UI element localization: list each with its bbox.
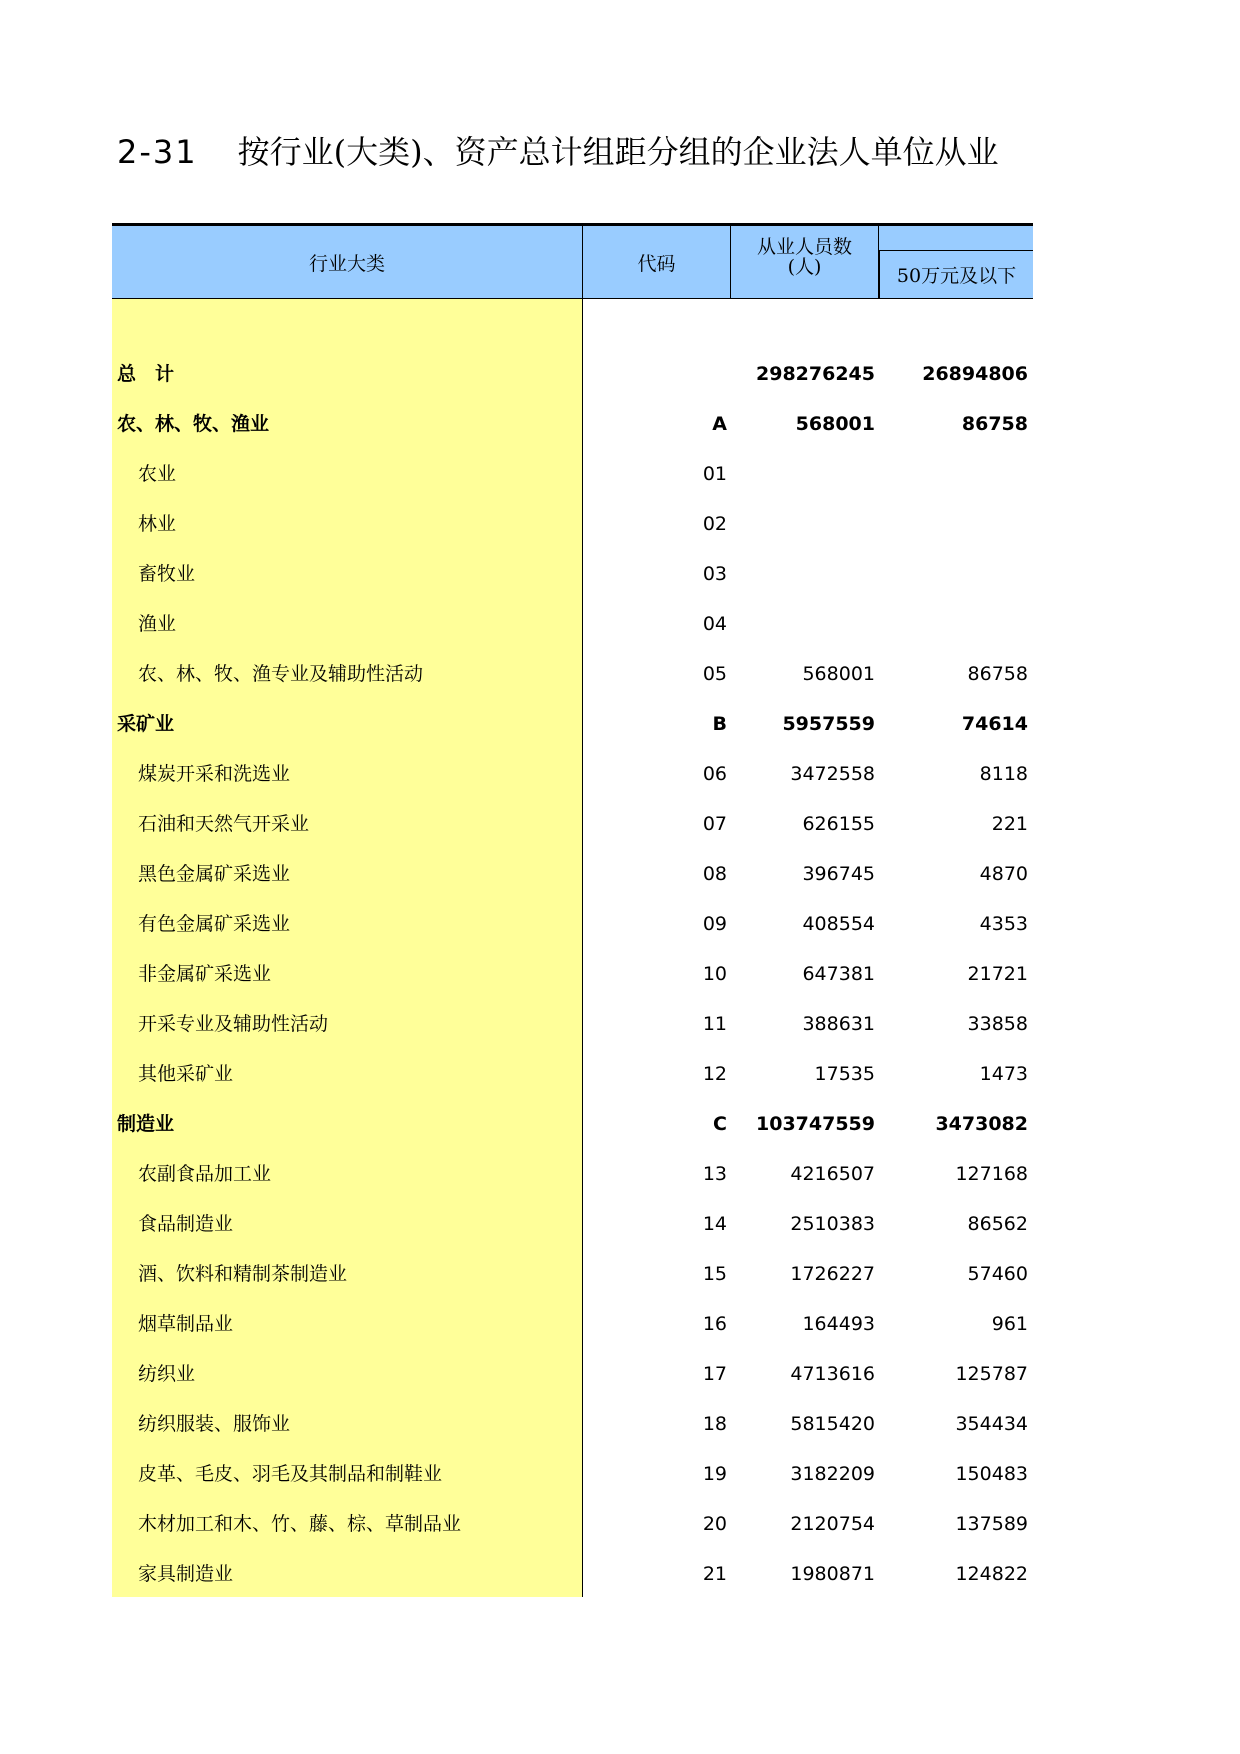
industry-name-cell: 其他采矿业	[138, 1063, 234, 1085]
employees-cell: 1980871	[790, 1563, 875, 1585]
table-number: 2-31	[117, 133, 198, 171]
header-employees	[731, 226, 879, 298]
employees-cell: 626155	[802, 813, 875, 835]
table-row	[112, 699, 1033, 749]
industry-code-cell: 02	[702, 513, 727, 535]
table-row	[112, 999, 1033, 1049]
industry-code-cell: 21	[702, 1563, 727, 1585]
industry-name-cell: 木材加工和木、竹、藤、棕、草制品业	[138, 1513, 462, 1535]
industry-name-cell: 石油和天然气开采业	[138, 813, 310, 835]
industry-code-cell: 15	[702, 1263, 727, 1285]
table-row	[112, 1399, 1033, 1449]
under-50w-cell: 74614	[961, 713, 1028, 735]
table-row	[112, 1099, 1033, 1149]
under-50w-cell: 86562	[967, 1213, 1028, 1235]
table-header	[112, 226, 1033, 299]
under-50w-cell	[879, 599, 1028, 649]
industry-code-cell: 20	[702, 1513, 727, 1535]
under-50w-cell: 26894806	[922, 363, 1028, 385]
industry-name-cell: 制造业	[117, 1113, 175, 1135]
industry-name-cell: 黑色金属矿采选业	[138, 863, 291, 885]
table-row	[112, 1299, 1033, 1349]
header-industry: 行业大类	[112, 226, 583, 298]
under-50w-cell: 221	[991, 813, 1028, 835]
under-50w-cell: 124822	[955, 1563, 1028, 1585]
employees-cell: 103747559	[756, 1113, 875, 1135]
industry-name-cell: 畜牧业	[138, 563, 196, 585]
industry-code-cell: 01	[702, 463, 727, 485]
industry-code-cell: 08	[702, 863, 727, 885]
employees-cell	[731, 549, 875, 599]
industry-name-cell: 有色金属矿采选业	[138, 913, 291, 935]
employees-cell: 3182209	[790, 1463, 875, 1485]
table-row	[112, 349, 1033, 399]
table-row	[112, 499, 1033, 549]
industry-name-cell: 林业	[138, 513, 177, 535]
table-row	[112, 1049, 1033, 1099]
table-row	[112, 1149, 1033, 1199]
under-50w-cell: 1473	[979, 1063, 1028, 1085]
employees-cell	[731, 599, 875, 649]
employees-cell: 5957559	[782, 713, 875, 735]
table-row	[112, 949, 1033, 999]
table-row	[112, 549, 1033, 599]
table-row	[112, 1549, 1033, 1599]
page-title	[117, 126, 1037, 178]
industry-code-cell: 19	[702, 1463, 727, 1485]
under-50w-cell: 8118	[979, 763, 1028, 785]
employees-cell: 647381	[802, 963, 875, 985]
under-50w-cell: 125787	[955, 1363, 1028, 1385]
table-row	[112, 799, 1033, 849]
under-50w-cell	[879, 549, 1028, 599]
industry-code-cell: 11	[702, 1013, 727, 1035]
industry-code-cell: 03	[702, 563, 727, 585]
under-50w-cell: 86758	[967, 663, 1028, 685]
industry-code-cell	[583, 349, 727, 399]
industry-name-cell: 农副食品加工业	[138, 1163, 272, 1185]
under-50w-cell: 3473082	[935, 1113, 1028, 1135]
employees-cell	[731, 499, 875, 549]
industry-name-cell: 皮革、毛皮、羽毛及其制品和制鞋业	[138, 1463, 443, 1485]
industry-code-cell: 04	[702, 613, 727, 635]
employees-cell: 298276245	[756, 363, 875, 385]
industry-code-cell: 07	[702, 813, 727, 835]
employees-cell: 1726227	[790, 1263, 875, 1285]
industry-code-cell: 09	[702, 913, 727, 935]
industry-name-cell: 农、林、牧、渔专业及辅助性活动	[138, 663, 424, 685]
table-row	[112, 749, 1033, 799]
industry-name-cell: 渔业	[138, 613, 177, 635]
table-row	[112, 449, 1033, 499]
header-employees-line1: 从业人员数	[756, 236, 852, 258]
under-50w-cell: 150483	[955, 1463, 1028, 1485]
employees-cell: 396745	[802, 863, 875, 885]
under-50w-cell: 354434	[955, 1413, 1028, 1435]
industry-code-cell: 05	[702, 663, 727, 685]
employees-cell: 3472558	[790, 763, 875, 785]
header-employees-line2: (人)	[787, 256, 822, 278]
employees-cell: 4216507	[790, 1163, 875, 1185]
table-row	[112, 849, 1033, 899]
industry-name-cell: 总 计	[117, 363, 175, 385]
employees-cell: 164493	[802, 1313, 875, 1335]
employees-cell: 388631	[802, 1013, 875, 1035]
industry-name-cell: 非金属矿采选业	[138, 963, 272, 985]
under-50w-cell: 57460	[967, 1263, 1028, 1285]
under-50w-cell: 86758	[961, 413, 1028, 435]
industry-code-cell: C	[713, 1113, 727, 1135]
under-50w-cell	[879, 499, 1028, 549]
under-50w-cell: 127168	[955, 1163, 1028, 1185]
employees-cell: 408554	[802, 913, 875, 935]
employees-cell: 5815420	[790, 1413, 875, 1435]
industry-name-cell: 酒、饮料和精制茶制造业	[138, 1263, 348, 1285]
under-50w-cell: 21721	[967, 963, 1028, 985]
header-under-50w: 50万元及以下	[879, 250, 1033, 298]
industry-code-cell: 10	[702, 963, 727, 985]
header-code: 代码	[583, 226, 731, 298]
table-row	[112, 599, 1033, 649]
table-row	[112, 1499, 1033, 1549]
industry-name-cell: 纺织业	[138, 1363, 196, 1385]
industry-code-cell: A	[712, 413, 727, 435]
table-row	[112, 1249, 1033, 1299]
industry-code-cell: 13	[702, 1163, 727, 1185]
employees-cell: 4713616	[790, 1363, 875, 1385]
industry-code-cell: 12	[702, 1063, 727, 1085]
table-body	[112, 349, 1033, 1599]
industry-code-cell: 14	[702, 1213, 727, 1235]
employees-cell: 2510383	[790, 1213, 875, 1235]
under-50w-cell: 137589	[955, 1513, 1028, 1535]
under-50w-cell: 33858	[967, 1013, 1028, 1035]
employees-cell: 568001	[802, 663, 875, 685]
industry-name-cell: 农业	[138, 463, 177, 485]
industry-code-cell: B	[712, 713, 727, 735]
industry-name-cell: 家具制造业	[138, 1563, 234, 1585]
industry-name-cell: 采矿业	[117, 713, 175, 735]
table-title-text: 按行业(大类)、资产总计组距分组的企业法人单位从业	[237, 133, 999, 171]
table-row	[112, 899, 1033, 949]
industry-name-cell: 农、林、牧、渔业	[117, 413, 270, 435]
under-50w-cell	[879, 449, 1028, 499]
industry-name-cell: 食品制造业	[138, 1213, 234, 1235]
under-50w-cell: 4870	[979, 863, 1028, 885]
table-row	[112, 1449, 1033, 1499]
table-row	[112, 649, 1033, 699]
employees-cell: 568001	[795, 413, 875, 435]
industry-code-cell: 06	[702, 763, 727, 785]
industry-name-cell: 煤炭开采和洗选业	[138, 763, 291, 785]
table-row	[112, 1199, 1033, 1249]
employees-cell: 2120754	[790, 1513, 875, 1535]
industry-code-cell: 16	[702, 1313, 727, 1335]
table-row	[112, 399, 1033, 449]
industry-name-cell: 纺织服装、服饰业	[138, 1413, 291, 1435]
under-50w-cell: 961	[991, 1313, 1028, 1335]
employees-cell: 17535	[814, 1063, 875, 1085]
industry-name-cell: 开采专业及辅助性活动	[138, 1013, 329, 1035]
industry-name-cell: 烟草制品业	[138, 1313, 234, 1335]
table-row	[112, 1349, 1033, 1399]
under-50w-cell: 4353	[979, 913, 1028, 935]
industry-code-cell: 18	[702, 1413, 727, 1435]
employees-cell	[731, 449, 875, 499]
industry-code-cell: 17	[702, 1363, 727, 1385]
